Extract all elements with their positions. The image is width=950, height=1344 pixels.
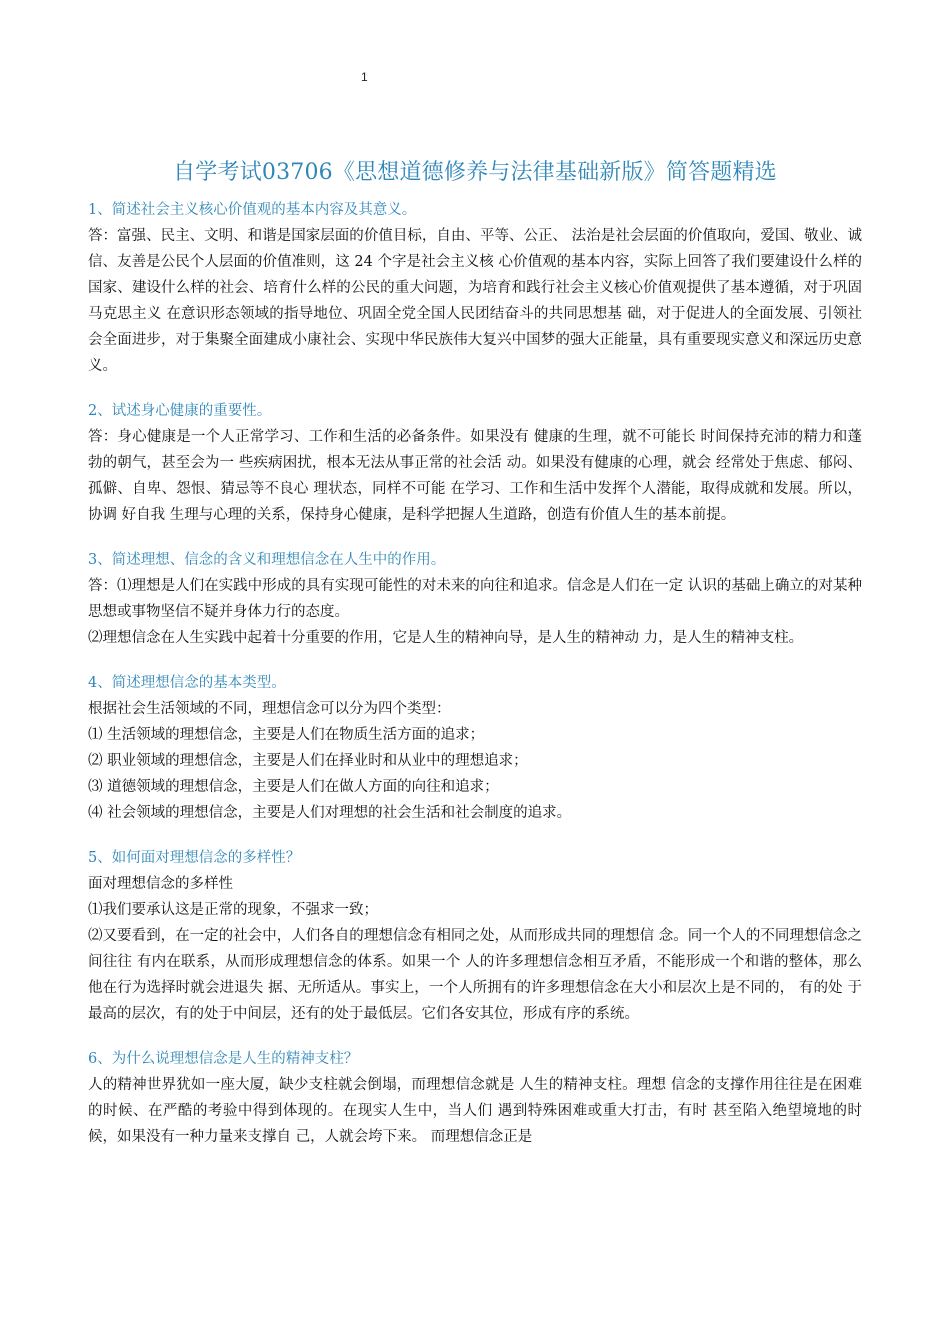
section-3 (88, 548, 862, 651)
answer-paragraph: ⑵理想信念在人生实践中起着十分重要的作用，它是人生的精神向导，是人生的精神动 力，是人生的精神支柱。 (88, 630, 804, 646)
section-4 (88, 671, 862, 826)
answer-list-item: ⑷ 社会领域的理想信念，主要是人们对理想的社会生活和社会制度的追求。 (88, 805, 572, 821)
question-heading: 6、为什么说理想信念是人生的精神支柱？ (88, 1051, 359, 1067)
section-2 (88, 399, 862, 528)
question-heading: 2、试述身心健康的重要性。 (88, 403, 272, 419)
answer-paragraph: 人的精神世界犹如一座大厦，缺少支柱就会倒塌，而理想信念就是 人生的精神支柱。理想 信念的支撑作用往往是在困难的时候、在严酷的考验中得到体现的。在现实人生中，当人们 遇到特殊困难或重大打击，有时 甚至陷入绝望境地的时候，如果没有一种力量来支撑自 己，人就会垮下来。 而理想信念正是 (88, 1077, 862, 1145)
page-number: 1 (361, 70, 368, 84)
answer-paragraph: 答：身心健康是一个人正常学习、工作和生活的必备条件。如果没有 健康的生理，就不可能长 时间保持充沛的精力和蓬勃的朝气，甚至会为一 些疾病困扰，根本无法从事正常的社会活 动。如果没有健康的心理，就会 经常处于焦虑、郁闷、孤僻、自卑、怨恨、猜忌等不良心 理状态，同样不可能 在学习、工作和生活中发挥个人潜能，取得成就和发展。所以，协调 好自我 生理与心理的关系，保持身心健康，是科学把握人生道路，创造有价值人生的基本前提。 (88, 429, 862, 523)
answer-paragraph: 面对理想信念的多样性 (88, 876, 233, 892)
section-1 (88, 198, 862, 379)
answer-paragraph: ⑵又要看到，在一定的社会中，人们各自的理想信念有相同之处，从而形成共同的理想信 念。同一个人的不同理想信念之间往往 有内在联系，从而形成理想信念的体系。如果一个 人的许多理想信念相互矛盾，不能形成一个和谐的整体，那么他在行为选择时就会进退失 据、无所适从。事实上，一个人所拥有的许多理想信念在大小和层次上是不同的， 有的处 于最高的层次，有的处于中间层，还有的处于最低层。它们各安其位，形成有序的系统。 (88, 928, 862, 1022)
answer-paragraph: 答：⑴理想是人们在实践中形成的具有实现可能性的对未来的向往和追求。信念是人们在一定 认识的基础上确立的对某种思想或事物坚信不疑并身体力行的态度。 (88, 578, 862, 620)
question-heading: 3、简述理想、信念的含义和理想信念在人生中的作用。 (88, 552, 446, 568)
section-6 (88, 1047, 862, 1150)
answer-list-item: ⑵ 职业领域的理想信念，主要是人们在择业时和从业中的理想追求； (88, 753, 528, 769)
section-5 (88, 846, 862, 1027)
answer-list-item: ⑶ 道德领域的理想信念，主要是人们在做人方面的向往和追求； (88, 779, 499, 795)
answer-paragraph: 答：富强、民主、文明、和谐是国家层面的价值目标，自由、平等、公正、 法治是社会层面的价值取向，爱国、敬业、诚信、友善是公民个人层面的价值准则，这 24 个字是社会主义核 心价值观的基本内容，实际上回答了我们要建设什么样的国家、建设什么样的社会、培育什么样的公民的重大问题，为培育和践行社会主义核心价值观提供了基本遵循，对于巩固马克思主义 在意识形态领域的指导地位、巩固全党全国人民团结奋斗的共同思想基 础，对于促进人的全面发展、引领社会全面进步，对于集聚全面建成小康社会、实现中华民族伟大复兴中国梦的强大正能量，具有重要现实意义和深远历史意义。 (88, 228, 862, 374)
question-heading: 1、简述社会主义核心价值观的基本内容及其意义。 (88, 202, 417, 218)
answer-paragraph: 根据社会生活领域的不同，理想信念可以分为四个类型： (88, 701, 451, 717)
document-title: 自学考试03706《思想道德修养与法律基础新版》简答题精选 (173, 160, 777, 185)
question-heading: 4、简述理想信念的基本类型。 (88, 675, 286, 691)
answer-paragraph: ⑴我们要承认这是正常的现象，不强求一致； (88, 902, 378, 918)
question-heading: 5、如何面对理想信念的多样性？ (88, 850, 301, 866)
answer-list-item: ⑴ 生活领域的理想信念，主要是人们在物质生活方面的追求； (88, 727, 485, 743)
document-body (88, 156, 862, 1170)
